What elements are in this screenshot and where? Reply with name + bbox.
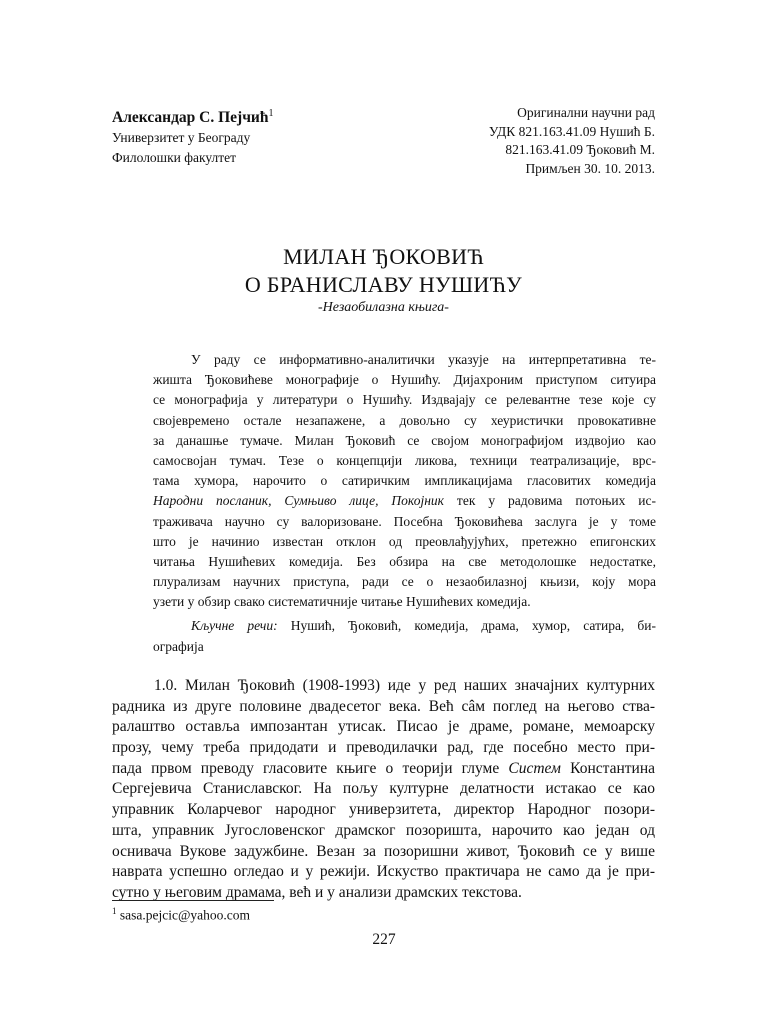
footnote-reference: 1 — [268, 108, 274, 119]
abstract — [153, 350, 656, 657]
body-line: наврата успешно огледао и у режији. Искуство практичара не само да је при- — [112, 863, 655, 881]
footnote-mark: 1 — [112, 906, 117, 916]
article-type: Оригинални научни рад — [517, 105, 655, 120]
abstract-line: тама хумора, нарочито о сатиричким импликацијама гласовитих комедија — [153, 473, 656, 489]
received-date: Примљен 30. 10. 2013. — [525, 160, 655, 176]
body-line: сутно у његовим драмама, већ и у анализи драмских текстова. — [112, 883, 522, 901]
keywords-continued: ографија — [153, 638, 204, 654]
subtitle: -Незаобилазна књига- — [318, 300, 449, 315]
abstract-line: што је начинио известан отклон од преовлађујућих, претежно епигонских — [153, 533, 656, 549]
footnote-divider — [112, 900, 274, 901]
udc-code-1: УДК 821.163.41.09 Нушић Б. — [488, 123, 655, 139]
footnote-email: sasa.pejcic@yahoo.com — [116, 907, 251, 923]
title-line-1: МИЛАН ЂОКОВИЋ — [283, 244, 484, 269]
abstract-line: самосвојан тумач. Тезе о концепцији ликова, техници театрализације, врс- — [153, 452, 656, 468]
abstract-line: жишта Ђоковићеве монографије о Нушићу. Дијахроним приступом ситуира — [153, 372, 656, 388]
affiliation-faculty: Филолошки факултет — [112, 150, 237, 166]
abstract-line: плурализам научних приступа, ради се о незаобилазној књизи, коју мора — [153, 574, 656, 590]
abstract-line: читања Нушићевих комедија. Без обзира на све методолошке недостатке, — [153, 553, 656, 569]
body-paragraph — [112, 676, 655, 904]
affiliation-university: Универзитет у Београду — [112, 130, 251, 146]
body-line: ралаштво оставља импозантан утисак. Писао је драме, романе, мемоарску — [112, 718, 655, 736]
footnote — [112, 902, 250, 925]
body-line: пада првом преводу гласовите књиге о теорији глуме Систем Константина — [112, 759, 655, 777]
book-title: Систем — [508, 759, 561, 777]
abstract-line: У раду се информативно-аналитички указује на интерпретативна те- — [191, 352, 656, 367]
body-line: радника из друге половине двадесетог века. Већ сâм поглед на његово ства- — [112, 697, 655, 715]
udc-code-2: 821.163.41.09 Ђоковић М. — [505, 142, 655, 157]
body-line: управник Коларчевог народног универзитета, директор Народног позори- — [112, 801, 655, 819]
title-line-2: О БРАНИСЛАВУ НУШИЋУ — [244, 272, 523, 297]
page-number: 227 — [372, 931, 396, 948]
abstract-line: својевремено остале незапажене, а довољно су хеуристички провокативне — [153, 412, 656, 428]
article-metadata — [325, 104, 655, 178]
keywords-label: Кључне речи: — [191, 618, 278, 634]
abstract-line: траживача научно су валоризоване. Посебна Ђоковићева заслуга је у томе — [153, 513, 656, 529]
body-line: прозу, чему треба придодати и преводилачки рад, где посебно место при- — [112, 739, 655, 757]
keywords: Кључне речи: Нушић, Ђоковић, комедија, драма, хумор, сатира, би- — [191, 618, 656, 634]
abstract-line: Народни посланик, Сумњиво лице, Покојник тек у радовима потоњих ис- — [153, 493, 656, 509]
body-line: Сергејевича Станиславског. На пољу културне делатности истакао се као — [112, 780, 655, 798]
article-title — [112, 243, 655, 317]
author-name: Александар С. Пејчић$^1$ — [112, 108, 274, 127]
comedy-titles: Народни посланик, Сумњиво лице, Покојник — [153, 493, 444, 509]
abstract-line: за данашње тумаче. Милан Ђоковић се својом монографијом издвојио као — [153, 432, 656, 448]
body-line: 1.0. Милан Ђоковић (1908-1993) иде у ред наших значајних културних — [154, 677, 655, 694]
body-line: шта, управник Југословенског драмског позоришта, нарочито као један од — [112, 821, 655, 839]
body-line: оснивача Вукове задужбине. Везан за позоришни живот, Ђоковић се у више — [112, 842, 655, 860]
abstract-line: узети у обзир свако систематичније читање Нушићевих комедија. — [153, 594, 531, 610]
abstract-line: се монографија у литератури о Нушићу. Издвајају се релевантне тезе које су — [153, 392, 656, 408]
